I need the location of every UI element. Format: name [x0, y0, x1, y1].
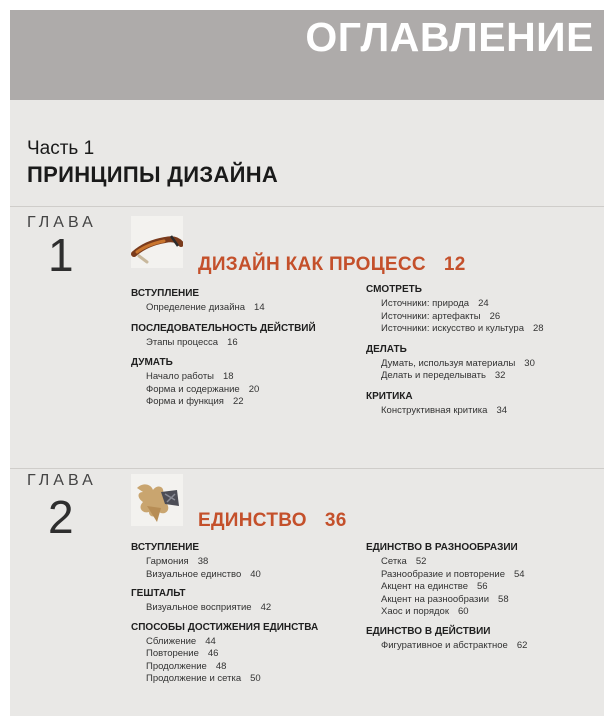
entry-page: 44 — [205, 635, 216, 647]
entry-page: 46 — [207, 648, 219, 659]
entry-page: 60 — [457, 606, 469, 617]
toc-entry[interactable] — [131, 661, 361, 674]
part-label: Часть 1 — [27, 138, 95, 159]
entry-page: 16 — [227, 336, 238, 348]
entry-title: Форма и функция — [146, 396, 224, 407]
entry-title: Источники: артефакты — [381, 310, 481, 322]
toc-entry[interactable] — [131, 636, 361, 649]
toc-section — [131, 587, 361, 615]
chapter-2-title — [198, 510, 347, 532]
toc-entry[interactable] — [366, 569, 596, 582]
entry-title: Думать, используя материалы — [381, 357, 516, 369]
entry-page: 38 — [197, 556, 209, 567]
section-heading: ЕДИНСТВО В ДЕЙСТВИИ — [366, 625, 491, 637]
toc-entry[interactable] — [366, 640, 596, 653]
chapter-2-number: 2 — [48, 491, 74, 543]
chapter-2-illustration-icon — [131, 474, 183, 526]
chapter-2-thumbnail — [131, 474, 183, 526]
toc-section — [366, 343, 596, 383]
entry-page: 24 — [478, 298, 489, 309]
entry-page: 14 — [254, 302, 265, 313]
entry-page: 54 — [514, 568, 525, 580]
section-heading: ПОСЛЕДОВАТЕЛЬНОСТЬ ДЕЙСТВИЙ — [131, 322, 316, 334]
entry-page: 50 — [250, 673, 261, 684]
chapter-1-page: 12 — [443, 254, 466, 275]
section-heading: ЕДИНСТВО В РАЗНООБРАЗИИ — [366, 542, 518, 553]
toc-entry[interactable] — [366, 581, 596, 594]
book-page — [10, 10, 604, 716]
entry-title: Конструктивная критика — [381, 404, 488, 416]
entry-title: Фигуративное и абстрактное — [381, 639, 508, 651]
toc-entry[interactable] — [366, 594, 596, 607]
toc-section — [131, 356, 361, 409]
chapter-1-title-text: ДИЗАЙН КАК ПРОЦЕСС — [198, 254, 426, 275]
toc-entry[interactable] — [131, 556, 361, 569]
entry-page: 48 — [215, 660, 227, 672]
toc-entry[interactable] — [366, 370, 596, 383]
toc-entry[interactable] — [366, 323, 596, 336]
entry-title: Повторение — [146, 648, 199, 659]
toc-section — [131, 322, 361, 350]
section-heading: СМОТРЕТЬ — [366, 284, 422, 295]
entry-title: Форма и содержание — [146, 383, 240, 395]
entry-page: 52 — [415, 556, 427, 567]
toc-entry[interactable] — [131, 602, 361, 615]
entry-title: Визуальное единство — [146, 568, 242, 580]
toc-entry[interactable] — [131, 648, 361, 661]
entry-title: Гармония — [146, 556, 189, 567]
entry-title: Продолжение и сетка — [146, 673, 242, 684]
part-title: ПРИНЦИПЫ ДИЗАЙНА — [27, 162, 279, 187]
entry-page: 28 — [533, 323, 544, 334]
toc-entry[interactable] — [366, 556, 596, 569]
toc-entry[interactable] — [366, 606, 596, 619]
toc-entry[interactable] — [131, 569, 361, 582]
entry-title: Сближение — [146, 635, 197, 647]
entry-page: 18 — [223, 371, 234, 382]
toc-entry[interactable] — [366, 311, 596, 324]
section-heading: СПОСОБЫ ДОСТИЖЕНИЯ ЕДИНСТВА — [131, 621, 319, 633]
entry-title: Акцент на единстве — [381, 581, 469, 592]
toc-section — [366, 625, 596, 653]
chapter-2-word: ГЛАВА — [27, 472, 97, 489]
entry-title: Продолжение — [146, 660, 207, 672]
entry-page: 26 — [489, 310, 501, 322]
entry-page: 42 — [260, 602, 272, 613]
entry-title: Источники: искусство и культура — [381, 323, 524, 334]
toc-entry[interactable] — [366, 298, 596, 311]
chapter-2-divider — [10, 468, 604, 469]
toc-entry[interactable] — [131, 384, 361, 397]
toc-entry[interactable] — [366, 405, 596, 418]
toc-section — [131, 621, 361, 686]
entry-title: Акцент на разнообразии — [381, 593, 490, 605]
entry-page: 56 — [477, 581, 488, 592]
entry-page: 20 — [248, 383, 260, 395]
entry-page: 40 — [250, 568, 261, 580]
section-heading: ДЕЛАТЬ — [366, 343, 407, 355]
chapter-1-divider — [10, 206, 604, 207]
entry-page: 34 — [496, 404, 508, 416]
entry-title: Делать и переделывать — [381, 370, 486, 381]
entry-title: Начало работы — [146, 371, 215, 382]
toc-entry[interactable] — [131, 396, 361, 409]
toc-section — [131, 287, 361, 315]
chapter-1-illustration-icon — [131, 216, 183, 268]
chapter-1-word: ГЛАВА — [27, 214, 97, 231]
toc-entry[interactable] — [131, 673, 361, 686]
entry-title: Хаос и порядок — [381, 606, 449, 617]
entry-title: Визуальное восприятие — [146, 602, 252, 613]
chapter-2-page: 36 — [324, 510, 347, 531]
toc-entry[interactable] — [131, 371, 361, 384]
entry-page: 30 — [524, 357, 535, 369]
toc-entry[interactable] — [131, 302, 361, 315]
chapter-1-number: 1 — [48, 229, 74, 281]
section-heading: ВСТУПЛЕНИЕ — [131, 542, 200, 553]
entry-title: Разнообразие и повторение — [381, 568, 505, 580]
entry-title: Этапы процесса — [146, 336, 219, 348]
section-heading: ГЕШТАЛЬТ — [131, 588, 186, 599]
toc-section — [366, 390, 596, 418]
section-heading: ДУМАТЬ — [131, 357, 173, 368]
entry-page: 22 — [232, 396, 244, 407]
entry-page: 32 — [494, 370, 506, 381]
chapter-2-left-column — [131, 541, 361, 686]
toc-section — [366, 283, 596, 336]
section-heading: КРИТИКА — [366, 390, 413, 402]
chapter-1-title — [198, 254, 466, 276]
entry-title: Определение дизайна — [146, 302, 246, 313]
page-title: ОГЛАВЛЕНИЕ — [305, 14, 594, 60]
entry-title: Источники: природа — [381, 298, 470, 309]
chapter-1-right-column — [366, 283, 596, 417]
chapter-2-right-column — [366, 541, 596, 652]
chapter-2-title-text: ЕДИНСТВО — [198, 510, 307, 531]
toc-entry[interactable] — [366, 358, 596, 371]
section-heading: ВСТУПЛЕНИЕ — [131, 288, 200, 299]
entry-page: 58 — [498, 593, 509, 605]
chapter-1-left-column — [131, 287, 361, 409]
entry-title: Сетка — [381, 556, 407, 567]
toc-section — [131, 541, 361, 581]
chapter-1-thumbnail — [131, 216, 183, 268]
toc-entry[interactable] — [131, 337, 361, 350]
entry-page: 62 — [516, 639, 528, 651]
toc-section — [366, 541, 596, 619]
header-banner — [10, 10, 604, 100]
